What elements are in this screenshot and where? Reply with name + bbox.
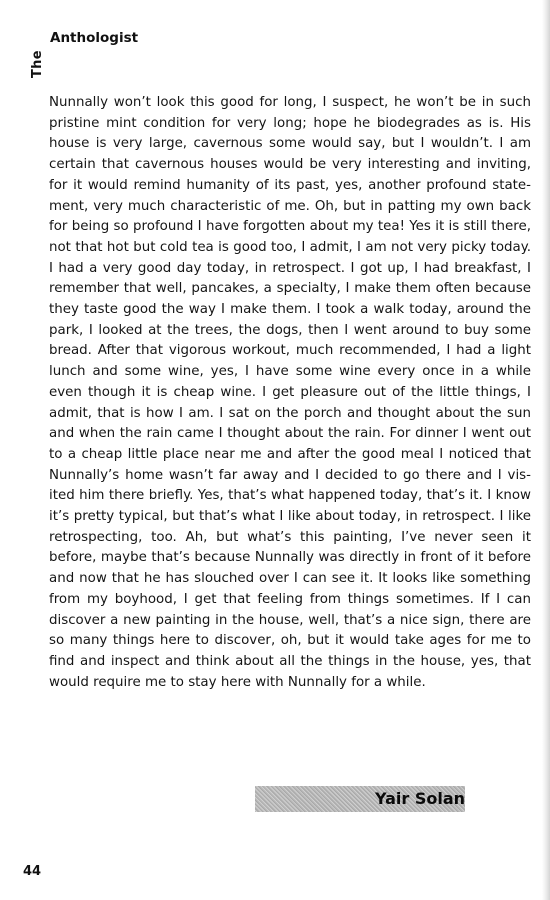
- masthead-title: Anthologist: [50, 30, 139, 46]
- page-edge-shadow: [542, 0, 550, 900]
- page-number: 44: [23, 864, 42, 879]
- masthead-the: The: [30, 50, 45, 78]
- author-byline: Yair Solan: [374, 789, 465, 808]
- masthead: [0, 0, 200, 90]
- story-body-text: Nunnally won’t look this good for long, I suspect, he won’t be in such pristine mint condition for very long; hope he biodegrades as is. His house is very large, cavernous some would say, but I wouldn’t. I am certain that cavernous houses would be very interesting and inviting, for it would remind humanity of its past, yes, another profound statement, very much characteristic of me. Oh, but in patting my own back for being so profound I have forgotten about my tea! Yes it is still there, not that hot but cold tea is good too, I admit, I am not very picky today. I had a very good day today, in retrospect. I got up, I had breakfast, I remember that well, pancakes, a specialty, I make them often because they taste good the way I make them. I took a walk today, around the park, I looked at the trees, the dogs, then I went around to buy some bread. After that vigorous workout, much recommended, I had a light lunch and some wine, yes, I have some wine every once in a while even though it is cheap wine. I get pleasure out of the little things, I admit, that is how I am. I sat on the porch and thought about the sun and when the rain came I thought about the rain. For dinner I went out to a cheap little place near me and after the good meal I noticed that Nunnally’s home wasn’t far away and I decided to go there and I visited him there briefly. Yes, that’s what happened today, that’s it. I know it’s pretty typical, but that’s what I like about today, in retrospect. I like retrospecting, too. Ah, but what’s this painting, I’ve never seen it before, maybe that’s because Nunnally was directly in front of it before and now that he has slouched over I can see it. It looks like something from my boyhood, I get that feeling from things sometimes. If I can discover a new painting in the house, well, that’s a nice sign, there are so many things here to discover, oh, but it would take ages for me to find and inspect and think about all the things in the house, yes, that would require me to stay here with Nunnally for a while.: [49, 95, 531, 690]
